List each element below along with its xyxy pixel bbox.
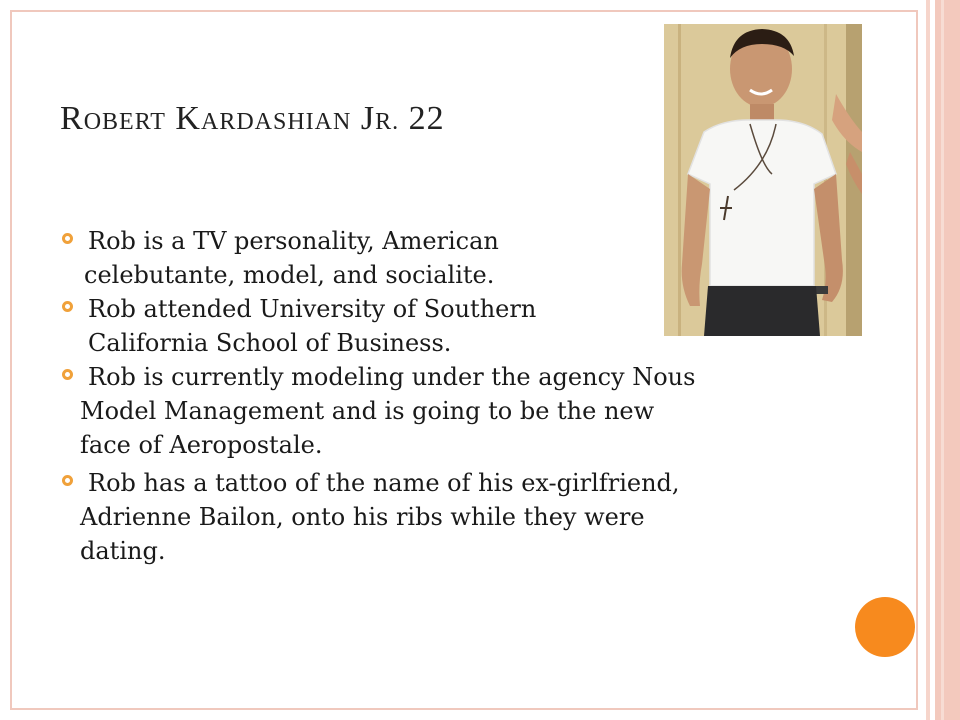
bullet-item-university <box>62 292 852 360</box>
bullet-line: dating. <box>80 537 166 565</box>
title-initial-j: J <box>360 100 376 137</box>
bullet-list <box>62 224 852 568</box>
bullet-line: California School of Business. <box>88 329 452 357</box>
bullet-circle-icon <box>62 233 73 244</box>
title-part-ardashian: ARDASHIAN <box>200 109 352 135</box>
title-part-r: R. <box>375 109 400 135</box>
bullet-line: celebutante, model, and socialite. <box>84 261 495 289</box>
bullet-circle-icon <box>62 369 73 380</box>
bullet-line: Rob is currently modeling under the agency Nous <box>88 363 696 391</box>
decorative-circle <box>855 597 915 657</box>
title-initial-r: R <box>60 100 84 137</box>
bullet-item-personality <box>62 224 852 292</box>
title-part-obert: OBERT <box>83 109 166 135</box>
bullet-line: face of Aeropostale. <box>80 431 323 459</box>
bullet-line: Rob has a tattoo of the name of his ex-girlfriend, <box>88 469 680 497</box>
bullet-line: Rob is a TV personality, American <box>88 227 499 255</box>
title-initial-k: K <box>175 100 201 137</box>
bullet-circle-icon <box>62 475 73 486</box>
title-age: 22 <box>408 100 445 137</box>
bullet-circle-icon <box>62 301 73 312</box>
bullet-item-tattoo <box>62 466 852 568</box>
decorative-stripes <box>919 0 960 720</box>
bullet-item-modeling <box>62 360 852 462</box>
bullet-line: Model Management and is going to be the new <box>80 397 655 425</box>
slide-title <box>60 100 445 138</box>
bullet-line: Adrienne Bailon, onto his ribs while they were <box>80 503 645 531</box>
bullet-line: Rob attended University of Southern <box>88 295 537 323</box>
